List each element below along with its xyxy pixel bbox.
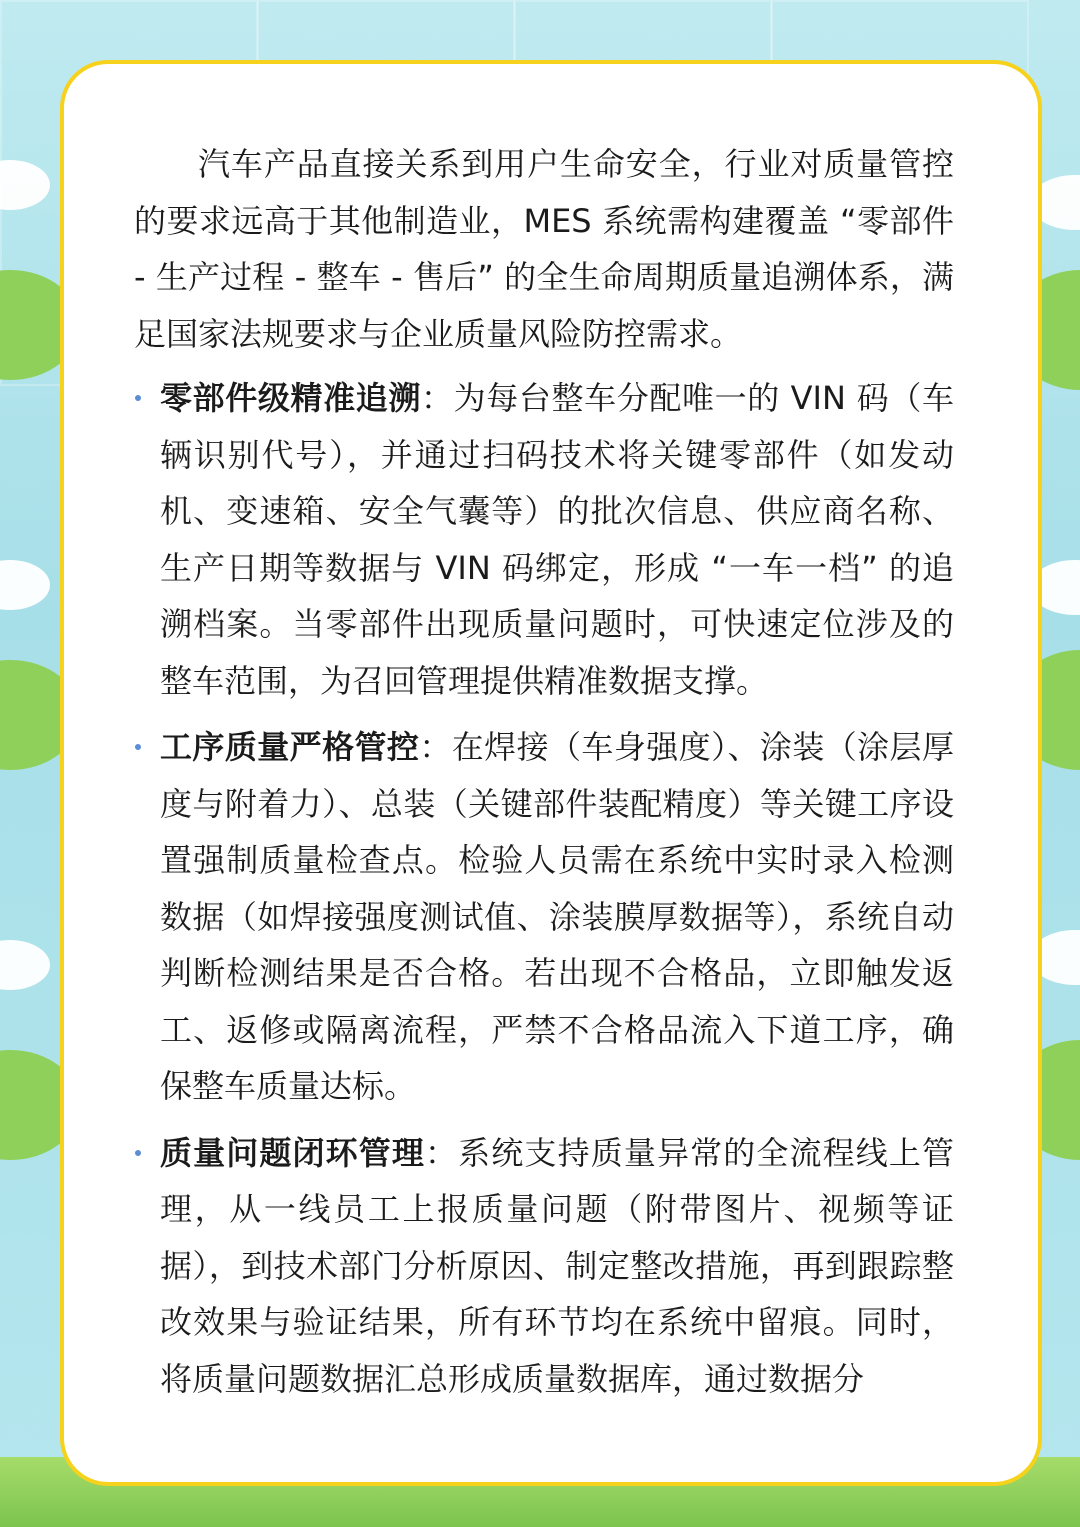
bullet-item xyxy=(134,719,954,1115)
bullet-text: ：为每台整车分配唯一的 VIN 码（车辆识别代号），并通过扫码技术将关键零部件（如发动机、变速箱、安全气囊等）的批次信息、供应商名称、生产日期等数据与 VIN 码绑定，形成 “一车一档” 的追溯档案。当零部件出现质量问题时，可快速定位涉及的整车范围，为召回管理提供精准数据支撑。 xyxy=(160,379,954,700)
bullet-title: 质量问题闭环管理 xyxy=(160,1133,426,1172)
bullet-text: ：在焊接（车身强度）、涂装（涂层厚度与附着力）、总装（关键部件装配精度）等关键工序设置强制质量检查点。检验人员需在系统中实时录入检测数据（如焊接强度测试值、涂装膜厚数据等），系统自动判断检测结果是否合格。若出现不合格品，立即触发返工、返修或隔离流程，严禁不合格品流入下道工序，确保整车质量达标。 xyxy=(160,728,954,1105)
bullet-text: ：系统支持质量异常的全流程线上管理，从一线员工上报质量问题（附带图片、视频等证据），到技术部门分析原因、制定整改措施，再到跟踪整改效果与验证结果，所有环节均在系统中留痕。同时，将质量问题数据汇总形成质量数据库，通过数据分 xyxy=(160,1133,954,1398)
bullet-dot-icon xyxy=(135,1150,141,1156)
bullet-dot-icon xyxy=(135,744,141,750)
cloud-shape xyxy=(0,940,50,990)
intro-paragraph: 汽车产品直接关系到用户生命安全，行业对质量管控的要求远高于其他制造业，MES 系统需构建覆盖 “零部件 - 生产过程 - 整车 - 售后” 的全生命周期质量追溯体系，满足国家法规要求与企业质量风险防控需求。 xyxy=(134,145,954,353)
bullet-dot-icon xyxy=(135,395,141,401)
cloud-shape xyxy=(0,560,50,610)
article-body xyxy=(134,136,954,1417)
bullet-item xyxy=(134,1125,954,1408)
bullet-item xyxy=(134,370,954,709)
bullet-title: 零部件级精准追溯 xyxy=(160,379,421,417)
content-card xyxy=(60,60,1042,1486)
bullet-title: 工序质量严格管控 xyxy=(160,728,420,766)
